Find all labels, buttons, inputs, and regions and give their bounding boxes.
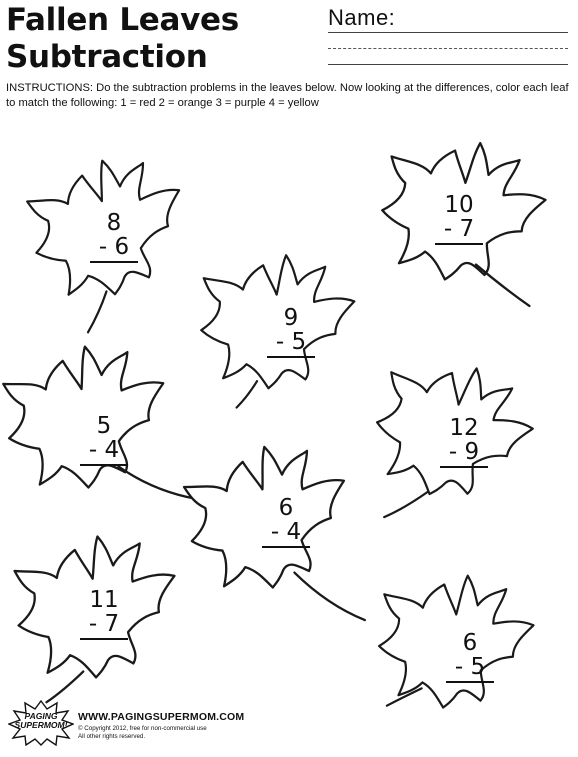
problem-5 <box>440 416 488 468</box>
copyright-line: © Copyright 2012, free for non-commercial use <box>78 725 207 732</box>
problem-7 <box>80 588 128 640</box>
subtrahend: - 7 <box>80 612 128 640</box>
subtrahend: - 5 <box>267 330 315 358</box>
title-line-1: Fallen Leaves <box>6 2 239 38</box>
minuend: 6 <box>462 630 478 656</box>
minuend: 5 <box>96 413 112 439</box>
problem-6 <box>262 496 310 548</box>
problem-2 <box>435 193 483 245</box>
title-line-2: Subtraction <box>6 39 208 75</box>
subtrahend: - 9 <box>440 440 488 468</box>
subtrahend: - 5 <box>446 655 494 683</box>
problem-8 <box>446 631 494 683</box>
minuend: 12 <box>449 415 479 441</box>
logo-line-2: SUPERMOM! <box>14 720 68 730</box>
subtrahend: - 4 <box>262 520 310 548</box>
website-url: WWW.PAGINGSUPERMOM.COM <box>78 711 245 723</box>
problem-3 <box>267 306 315 358</box>
subtrahend: - 4 <box>80 438 128 466</box>
subtrahend: - 7 <box>435 217 483 245</box>
minuend: 11 <box>89 587 119 613</box>
name-label: Name: <box>328 5 396 30</box>
instructions: INSTRUCTIONS: Do the subtraction problems in the leaves below. Now looking at the differences, color each leaf to match the following: 1 = red 2 = orange 3 = purple 4 = yellow <box>6 82 569 109</box>
minuend: 6 <box>278 495 294 521</box>
minuend: 9 <box>283 305 299 331</box>
logo-line-1: PAGING <box>24 711 58 721</box>
minuend: 8 <box>106 210 122 236</box>
subtrahend: - 6 <box>90 235 138 263</box>
problem-1 <box>90 211 138 263</box>
copyright <box>78 725 207 740</box>
rights-line: All other rights reserved. <box>78 732 146 740</box>
problem-4 <box>80 414 128 466</box>
minuend: 10 <box>444 192 474 218</box>
logo-text <box>8 712 74 730</box>
